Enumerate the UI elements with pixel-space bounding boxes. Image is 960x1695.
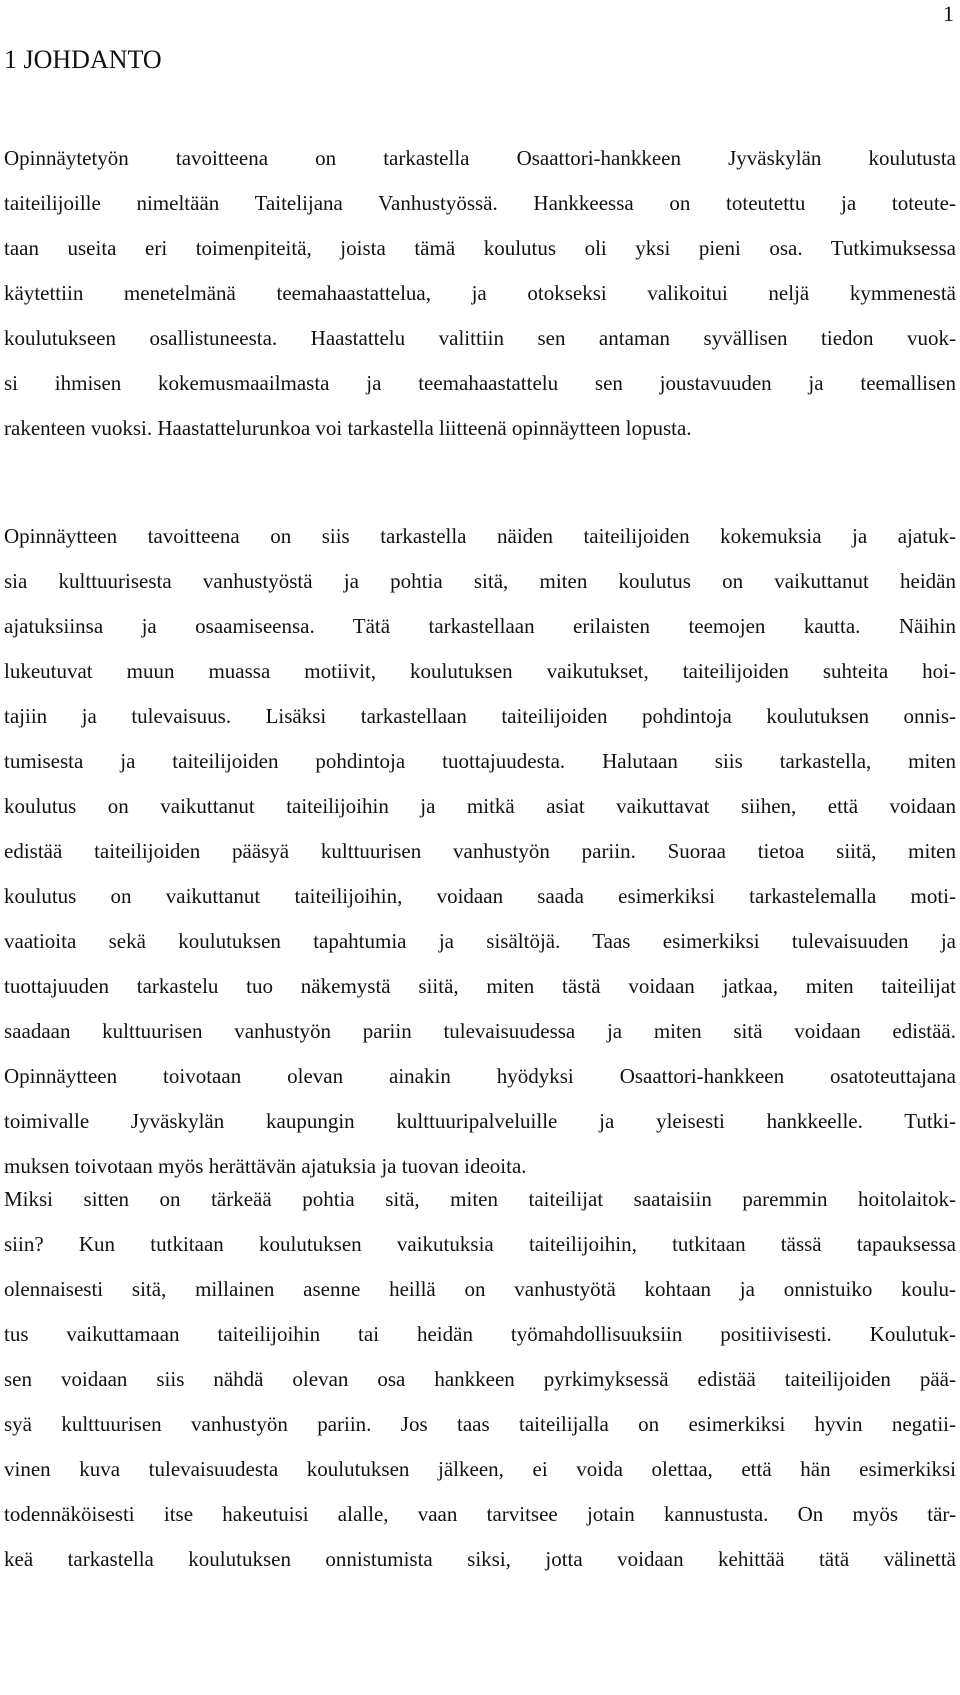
paragraph-line: si ihmisen kokemusmaailmasta ja teemahaastattelu sen joustavuuden ja teemallisen (4, 371, 956, 395)
paragraph-line: Miksi sitten on tärkeää pohtia sitä, miten taiteilijat saataisiin paremmin hoitolaitok- (4, 1187, 956, 1211)
paragraph-line: vinen kuva tulevaisuudesta koulutuksen jälkeen, ei voida olettaa, että hän esimerkiksi (4, 1457, 956, 1481)
paragraph-line: siin? Kun tutkitaan koulutuksen vaikutuksia taiteilijoihin, tutkitaan tässä tapauksessa (4, 1232, 956, 1256)
paragraph-line: tuottajuuden tarkastelu tuo näkemystä siitä, miten tästä voidaan jatkaa, miten taiteilijat (4, 974, 956, 998)
paragraph-line: sia kulttuurisesta vanhustyöstä ja pohtia sitä, miten koulutus on vaikuttanut heidän (4, 569, 956, 593)
paragraph-line: Opinnäytteen tavoitteena on siis tarkastella näiden taiteilijoiden kokemuksia ja ajatuk- (4, 524, 956, 548)
paragraph-line: vaatioita sekä koulutuksen tapahtumia ja sisältöjä. Taas esimerkiksi tulevaisuuden ja (4, 929, 956, 953)
paragraph-line: muksen toivotaan myös herättävän ajatuksia ja tuovan ideoita. (4, 1154, 527, 1178)
paragraph-line: tus vaikuttamaan taiteilijoihin tai heidän työmahdollisuuksiin positiivisesti. Koulutuk- (4, 1322, 956, 1346)
chapter-heading: 1 JOHDANTO (4, 45, 162, 74)
paragraph-line: koulutus on vaikuttanut taiteilijoihin ja mitkä asiat vaikuttavat siihen, että voidaan (4, 794, 956, 818)
paragraph-line: lukeutuvat muun muassa motiivit, koulutuksen vaikutukset, taiteilijoiden suhteita hoi- (4, 659, 956, 683)
paragraph-line: koulutus on vaikuttanut taiteilijoihin, voidaan saada esimerkiksi tarkastelemalla moti- (4, 884, 956, 908)
paragraph-line: tajiin ja tulevaisuus. Lisäksi tarkastellaan taiteilijoiden pohdintoja koulutuksen onnis- (4, 704, 956, 728)
paragraph-line: rakenteen vuoksi. Haastattelurunkoa voi tarkastella liitteenä opinnäytteen lopusta. (4, 416, 692, 440)
paragraph-line: tumisesta ja taiteilijoiden pohdintoja tuottajuudesta. Halutaan siis tarkastella, miten (4, 749, 956, 773)
paragraph-line: olennaisesti sitä, millainen asenne heillä on vanhustyötä kohtaan ja onnistuiko koulu- (4, 1277, 956, 1301)
paragraph-line: Opinnäytteen toivotaan olevan ainakin hyödyksi Osaattori-hankkeen osatoteuttajana (4, 1064, 956, 1088)
paragraph-line: koulutukseen osallistuneesta. Haastattelu valittiin sen antaman syvällisen tiedon vuok- (4, 326, 956, 350)
paragraph-line: käytettiin menetelmänä teemahaastattelua, ja otokseksi valikoitui neljä kymmenestä (4, 281, 956, 305)
paragraph-line: syä kulttuurisen vanhustyön pariin. Jos taas taiteilijalla on esimerkiksi hyvin negatii- (4, 1412, 956, 1436)
paragraph-line: keä tarkastella koulutuksen onnistumista siksi, jotta voidaan kehittää tätä välinettä (4, 1547, 956, 1571)
paragraph-1 (4, 136, 956, 451)
paragraph-line: sen voidaan siis nähdä olevan osa hankkeen pyrkimyksessä edistää taiteilijoiden pää- (4, 1367, 956, 1391)
paragraph-line: ajatuksiinsa ja osaamiseensa. Tätä tarkastellaan erilaisten teemojen kautta. Näihin (4, 614, 956, 638)
paragraph-3 (4, 1177, 956, 1582)
paragraph-line: Opinnäytetyön tavoitteena on tarkastella Osaattori-hankkeen Jyväskylän koulutusta (4, 146, 956, 170)
paragraph-line: edistää taiteilijoiden pääsyä kulttuurisen vanhustyön pariin. Suoraa tietoa siitä, miten (4, 839, 956, 863)
paragraph-line: taiteilijoille nimeltään Taitelijana Vanhustyössä. Hankkeessa on toteutettu ja toteute- (4, 191, 956, 215)
paragraph-line: taan useita eri toimenpiteitä, joista tämä koulutus oli yksi pieni osa. Tutkimuksessa (4, 236, 956, 260)
paragraph-line: saadaan kulttuurisen vanhustyön pariin tulevaisuudessa ja miten sitä voidaan edistää. (4, 1019, 956, 1043)
paragraph-line: todennäköisesti itse hakeutuisi alalle, vaan tarvitsee jotain kannustusta. On myös tär- (4, 1502, 956, 1526)
paragraph-2 (4, 514, 956, 1189)
page-number: 1 (943, 1, 954, 26)
paragraph-line: toimivalle Jyväskylän kaupungin kulttuuripalveluille ja yleisesti hankkeelle. Tutki- (4, 1109, 956, 1133)
